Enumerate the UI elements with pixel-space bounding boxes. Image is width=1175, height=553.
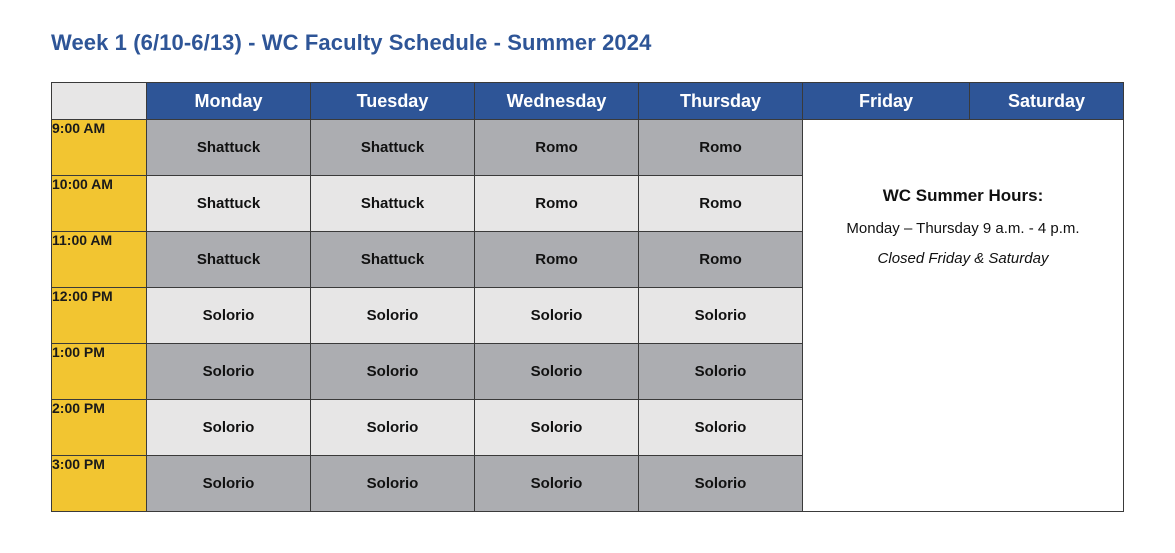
- schedule-cell: Solorio: [147, 344, 311, 400]
- day-header-saturday: Saturday: [970, 83, 1124, 120]
- schedule-cell: Shattuck: [147, 232, 311, 288]
- time-label: 2:00 PM: [52, 400, 147, 456]
- day-header-monday: Monday: [147, 83, 311, 120]
- schedule-cell: Solorio: [311, 456, 475, 512]
- schedule-cell: Shattuck: [311, 120, 475, 176]
- summer-hours-title: WC Summer Hours:: [882, 186, 1044, 205]
- schedule-cell: Solorio: [475, 400, 639, 456]
- day-header-tuesday: Tuesday: [311, 83, 475, 120]
- schedule-cell: Shattuck: [147, 176, 311, 232]
- schedule-cell: Romo: [639, 120, 803, 176]
- time-label: 1:00 PM: [52, 344, 147, 400]
- schedule-cell: Solorio: [475, 344, 639, 400]
- schedule-cell: Solorio: [639, 400, 803, 456]
- day-header-thursday: Thursday: [639, 83, 803, 120]
- schedule-cell: Romo: [475, 232, 639, 288]
- table-row: [52, 120, 1124, 176]
- schedule-cell: Solorio: [147, 456, 311, 512]
- schedule-cell: Solorio: [475, 288, 639, 344]
- schedule-cell: Solorio: [639, 288, 803, 344]
- corner-cell: [52, 83, 147, 120]
- schedule-cell: Solorio: [311, 288, 475, 344]
- schedule-cell: Romo: [639, 176, 803, 232]
- time-label: 11:00 AM: [52, 232, 147, 288]
- schedule-cell: Solorio: [147, 288, 311, 344]
- day-header-friday: Friday: [803, 83, 970, 120]
- schedule-cell: Romo: [475, 176, 639, 232]
- schedule-cell: Solorio: [639, 456, 803, 512]
- summer-hours-text: Monday – Thursday 9 a.m. - 4 p.m.: [846, 220, 1080, 237]
- schedule-cell: Solorio: [147, 400, 311, 456]
- schedule-cell: Shattuck: [147, 120, 311, 176]
- schedule-cell: Shattuck: [311, 176, 475, 232]
- schedule-cell: Solorio: [475, 456, 639, 512]
- page-title: Week 1 (6/10-6/13) - WC Faculty Schedule - Summer 2024: [51, 30, 652, 55]
- schedule-cell: Romo: [639, 232, 803, 288]
- schedule-cell: Shattuck: [311, 232, 475, 288]
- schedule-table: [51, 82, 1124, 512]
- time-label: 10:00 AM: [52, 176, 147, 232]
- time-label: 12:00 PM: [52, 288, 147, 344]
- schedule-cell: Solorio: [639, 344, 803, 400]
- time-label: 9:00 AM: [52, 120, 147, 176]
- summer-hours-box: [803, 120, 1124, 512]
- header-row: [52, 83, 1124, 120]
- closed-days-text: Closed Friday & Saturday: [877, 250, 1049, 267]
- day-header-wednesday: Wednesday: [475, 83, 639, 120]
- schedule-cell: Solorio: [311, 400, 475, 456]
- time-label: 3:00 PM: [52, 456, 147, 512]
- schedule-cell: Solorio: [311, 344, 475, 400]
- schedule-cell: Romo: [475, 120, 639, 176]
